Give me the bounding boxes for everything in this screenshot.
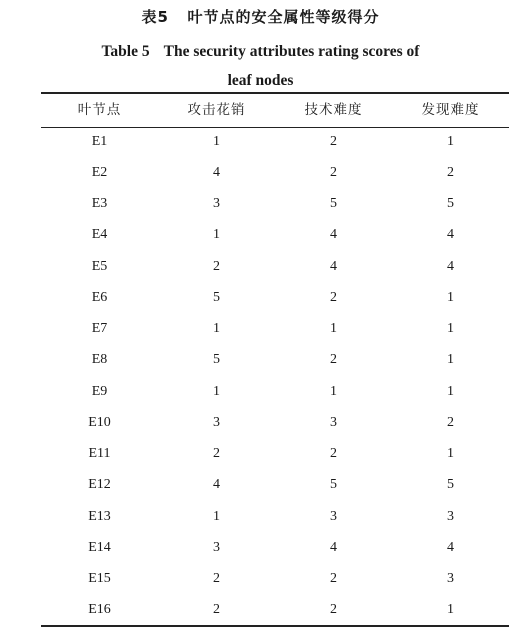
table-header-row (41, 95, 509, 125)
cell-attack-cost: 5 (213, 289, 220, 305)
cell-attack-cost: 1 (213, 508, 220, 524)
table-row (41, 532, 509, 563)
table-row (41, 157, 509, 188)
cell-leaf-node: E9 (91, 383, 108, 399)
cell-discovery-difficulty: 2 (447, 414, 454, 430)
table-row (41, 470, 509, 501)
cell-leaf-node: E16 (88, 602, 111, 618)
cell-discovery-difficulty: 4 (447, 258, 454, 274)
cell-technical-difficulty: 2 (330, 446, 337, 462)
cell-attack-cost: 3 (213, 539, 220, 555)
cell-leaf-node: E1 (91, 133, 108, 149)
table-title-en-line-2: leaf nodes (227, 72, 294, 89)
cell-discovery-difficulty: 4 (447, 539, 454, 555)
cell-attack-cost: 1 (213, 227, 220, 243)
cell-technical-difficulty: 2 (330, 133, 337, 149)
table-row (41, 407, 509, 438)
cell-attack-cost: 2 (213, 446, 220, 462)
cell-discovery-difficulty: 1 (447, 352, 454, 368)
cell-discovery-difficulty: 1 (447, 383, 454, 399)
cell-leaf-node: E7 (91, 321, 108, 337)
cell-attack-cost: 1 (213, 133, 220, 149)
cell-discovery-difficulty: 1 (447, 602, 454, 618)
header-technical-difficulty: 技术难度 (304, 102, 363, 118)
cell-discovery-difficulty: 1 (447, 321, 454, 337)
table-label-cn: 表5 (141, 8, 169, 26)
cell-attack-cost: 1 (213, 321, 220, 337)
header-discovery-difficulty: 发现难度 (421, 102, 480, 118)
cell-technical-difficulty: 3 (330, 414, 337, 430)
table-row (41, 345, 509, 376)
cell-leaf-node: E4 (91, 227, 108, 243)
cell-attack-cost: 4 (213, 477, 220, 493)
cell-technical-difficulty: 2 (330, 352, 337, 368)
top-rule (41, 92, 509, 94)
cell-leaf-node: E13 (88, 508, 111, 524)
cell-discovery-difficulty: 5 (447, 196, 454, 212)
cell-technical-difficulty: 5 (330, 196, 337, 212)
cell-technical-difficulty: 1 (330, 383, 337, 399)
cell-technical-difficulty: 3 (330, 508, 337, 524)
table-row (41, 314, 509, 345)
cell-leaf-node: E11 (88, 446, 111, 462)
cell-attack-cost: 2 (213, 258, 220, 274)
cell-discovery-difficulty: 5 (447, 477, 454, 493)
table-row (41, 251, 509, 282)
cell-leaf-node: E12 (88, 477, 111, 493)
table-caption-chinese (0, 6, 521, 28)
cell-attack-cost: 2 (213, 602, 220, 618)
header-leaf-node: 叶节点 (77, 102, 122, 118)
cell-discovery-difficulty: 4 (447, 227, 454, 243)
cell-leaf-node: E15 (88, 571, 111, 587)
cell-discovery-difficulty: 1 (447, 289, 454, 305)
bottom-rule (41, 625, 509, 627)
cell-technical-difficulty: 2 (330, 289, 337, 305)
cell-leaf-node: E2 (91, 164, 108, 180)
table-row (41, 501, 509, 532)
table-row (41, 439, 509, 470)
cell-attack-cost: 1 (213, 383, 220, 399)
table-row (41, 126, 509, 157)
table-caption-english (0, 37, 521, 95)
cell-attack-cost: 2 (213, 571, 220, 587)
cell-discovery-difficulty: 1 (447, 133, 454, 149)
cell-technical-difficulty: 2 (330, 571, 337, 587)
cell-leaf-node: E14 (88, 539, 111, 555)
cell-technical-difficulty: 4 (330, 227, 337, 243)
cell-technical-difficulty: 4 (330, 539, 337, 555)
cell-leaf-node: E6 (91, 289, 108, 305)
cell-discovery-difficulty: 3 (447, 571, 454, 587)
table-row (41, 564, 509, 595)
caption-en-line-1 (0, 37, 521, 66)
cell-discovery-difficulty: 1 (447, 446, 454, 462)
table-title-cn: 叶节点的安全属性等级得分 (187, 8, 380, 26)
table-title-en-line-1: The security attributes rating scores of (163, 43, 420, 60)
cell-leaf-node: E8 (91, 352, 108, 368)
table-row (41, 189, 509, 220)
table-body (41, 126, 509, 626)
cell-discovery-difficulty: 2 (447, 164, 454, 180)
cell-leaf-node: E10 (88, 414, 111, 430)
cell-technical-difficulty: 4 (330, 258, 337, 274)
table-row (41, 282, 509, 313)
cell-leaf-node: E5 (91, 258, 108, 274)
cell-discovery-difficulty: 3 (447, 508, 454, 524)
cell-attack-cost: 4 (213, 164, 220, 180)
table-row (41, 220, 509, 251)
cell-attack-cost: 3 (213, 414, 220, 430)
table-row (41, 595, 509, 626)
cell-attack-cost: 5 (213, 352, 220, 368)
cell-technical-difficulty: 1 (330, 321, 337, 337)
cell-technical-difficulty: 2 (330, 164, 337, 180)
cell-technical-difficulty: 2 (330, 602, 337, 618)
table-label-en: Table 5 (101, 43, 150, 60)
table-row (41, 376, 509, 407)
cell-attack-cost: 3 (213, 196, 220, 212)
cell-technical-difficulty: 5 (330, 477, 337, 493)
cell-leaf-node: E3 (91, 196, 108, 212)
header-attack-cost: 攻击花销 (187, 102, 246, 118)
